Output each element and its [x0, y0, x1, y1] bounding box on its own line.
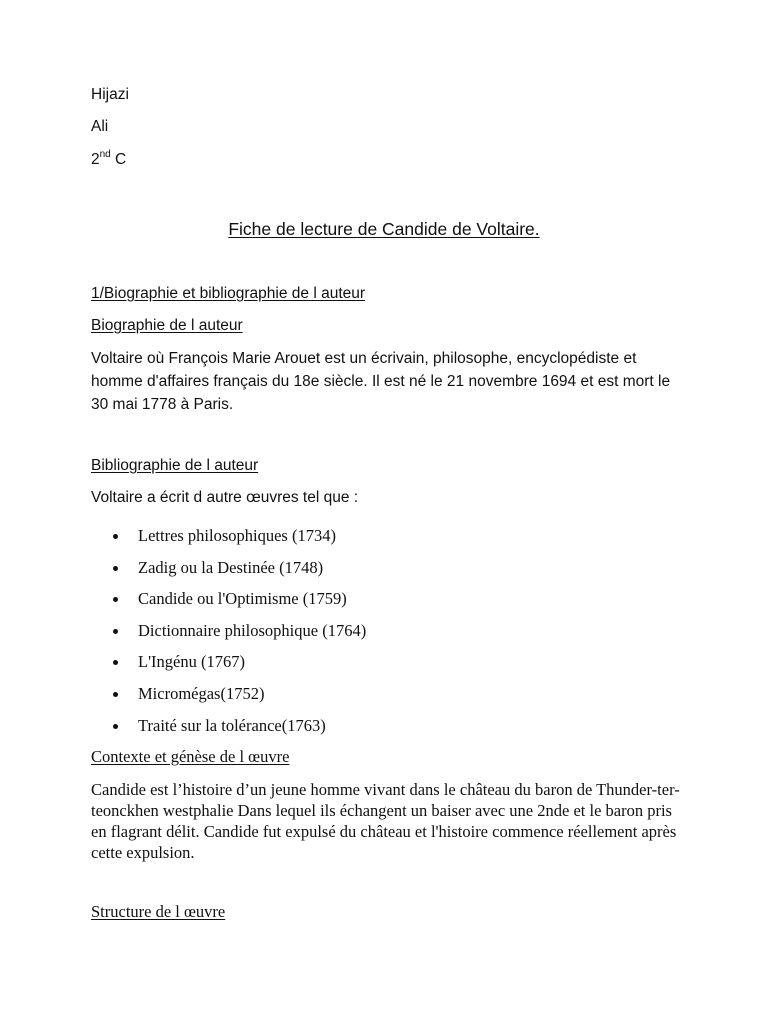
class-grade: 2 — [91, 151, 100, 169]
author-first-name: Ali — [91, 118, 109, 135]
bullet-icon — [113, 534, 118, 539]
structure-heading: Structure de l œuvre — [91, 902, 226, 921]
document-title — [0, 219, 768, 240]
context-heading: Contexte et génèse de l œuvre — [91, 747, 290, 766]
bullet-icon — [113, 629, 118, 634]
work-title: Lettres philosophiques (1734) — [138, 526, 336, 545]
biblio-heading: Bibliographie de l auteur — [91, 457, 259, 474]
biblio-intro: Voltaire a écrit d autre œuvres tel que : — [91, 489, 359, 506]
class-letter: C — [110, 151, 127, 169]
work-title: Micromégas(1752) — [138, 683, 265, 703]
list-item — [91, 585, 366, 617]
works-list — [91, 522, 366, 743]
bullet-icon — [113, 660, 118, 665]
work-title: Traité sur la tolérance(1763) — [138, 715, 326, 735]
bullet-icon — [113, 566, 118, 571]
list-item — [91, 617, 366, 649]
list-item — [91, 554, 366, 586]
class-sup: nd — [99, 149, 111, 160]
bullet-icon — [113, 692, 118, 697]
document-title-text: Fiche de lecture de Candide de Voltaire. — [228, 219, 540, 239]
section1-heading: 1/Biographie et bibliographie de l auteur — [91, 285, 366, 302]
list-item — [91, 680, 366, 712]
author-last-name: Hijazi — [91, 86, 129, 103]
bio-heading: Biographie de l auteur — [91, 317, 243, 334]
bullet-icon — [113, 724, 118, 729]
class-level — [91, 150, 126, 169]
work-title: L'Ingénu (1767) — [138, 652, 245, 672]
bio-paragraph: Voltaire où François Marie Arouet est un écrivain, philosophe, encyclopédiste et homme d'affaires français du 18e siècle. Il est né le 21 novembre 1694 et est mort le 30 mai 1778 à Paris. — [91, 350, 671, 413]
context-paragraph: Candide est l’histoire d’un jeune homme vivant dans le château du baron de Thunder-ter-teonckhen westphalie Dans lequel ils échangent un baiser avec une 2nde et le baron pris en flagrant délit. Candide fut expulsé du château et l'histoire commence réellement après cette expulsion. — [91, 780, 680, 862]
work-title: Zadig ou la Destinée (1748) — [138, 557, 324, 577]
bullet-icon — [113, 597, 118, 602]
list-item — [91, 522, 366, 554]
list-item — [91, 712, 366, 744]
work-title: Candide ou l'Optimisme (1759) — [138, 589, 347, 609]
work-title: Dictionnaire philosophique (1764) — [138, 620, 367, 640]
list-item — [91, 648, 366, 680]
